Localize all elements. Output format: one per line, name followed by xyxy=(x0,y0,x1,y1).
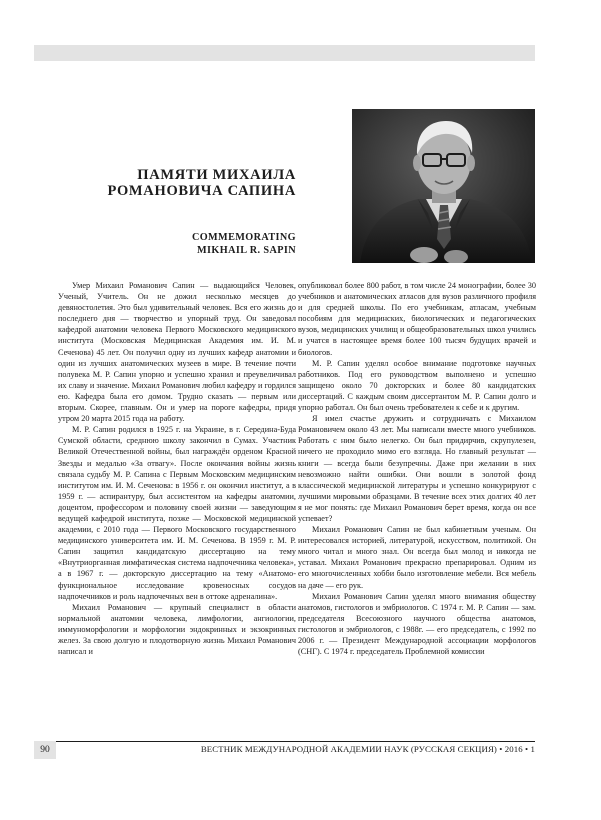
paragraph: Михаил Романович — крупный специалист в области нормальной анатомии человека, лимфологии, ангиологии, иммуноморфологии и морфологии эндокринных и экзокринных желез. За свою долгую и плодотворную жизнь Михаил Романович написал и xyxy=(58,602,296,657)
paragraph: Я имел счастье дружить и сотрудничать с Михаилом Романовичем около 43 лет. Мы написали вместе много учебников. Работать с ним было нелегко. Он был придирчив, скрупулезен, ничего не проходило мимо его взгляда. Но главный результат — книги — всегда были безупречны. Даже при желании в них невозможно найти ошибки. Они вошли в золотой фонд классической медицинской литературы и успешно конкурируют с лучшими мировыми образцами. В течение всех этих долгих 40 лет я не мог понять: где Михаил Романович берет время, когда он все успевает? xyxy=(298,414,536,523)
text-column-right xyxy=(298,280,536,657)
title-ru-line-2: РОМАНОВИЧА САПИНА xyxy=(107,183,296,199)
page-number: 90 xyxy=(34,741,56,759)
paragraph: М. Р. Сапин родился в 1925 г. на Украине, в г. Середина-Буда Сумской области, среднюю школу закончил в Сумах. Участник Великой Отечественной войны, был награждён орденом Красной Звезды и медалью «За отвагу». После окончания войны жизнь связала судьбу М. Р. Сапина с Первым Московским медицинским институтом им. И. М. Сеченова: в 1956 г. он окончил институт, а в 1959 г. — аспирантуру, был ассистентом на кафедры анатомии, доцентом, профессором и половину своей жизни — заведующим ведущей кафедрой института, позже — Московской медицинской академии, с 2010 года — Первого Московского государственного медицинского университета им. И. М. Сеченова. В 1959 г. М. Р. Сапин защитил кандидатскую диссертацию на тему «Внутриорганная лимфатическая система надпочечника человека», а в 1967 г. — докторскую диссертацию на тему «Анатомо-функциональное исследование кровеносных сосудов надпочечников и роль надпочечных вен в оттоке адреналина». xyxy=(58,425,296,601)
portrait-photo xyxy=(352,109,535,263)
article-title-ru xyxy=(56,167,296,199)
title-en-line-2: MIKHAIL R. SAPIN xyxy=(197,245,296,256)
paragraph: Умер Михаил Романович Сапин — выдающийся Человек, Ученый, Учитель. Он не дожил несколько месяцев до девяностолетия. Это был удивительный человек. Вся его жизнь до последнего дня — творчество и упорный труд. Он заведовал кафедрой анатомии человека Первого Московского медицинского института (Московская Медицинская Академия им. И. М. Сеченова) 45 лет. Он получил одну из лучших кафедр анатомии и один из лучших анатомических музеев в мире. В течение почти полувека М. Р. Сапин упорно и успешно хранил и преувеличивал их славу и значение. Михаил Романович любил кафедру и гордился ею. Кафедра была его домом. Трудно сказать — первым или вторым. Скорее, главным. Он и умер на пороге кафедры, придя утром 20 марта 2015 года на работу. xyxy=(58,281,296,424)
title-en-line-1: COMMEMORATING xyxy=(191,232,296,243)
journal-title: ВЕСТНИК МЕЖДУНАРОДНОЙ АКАДЕМИИ НАУК (РУССКАЯ СЕКЦИЯ) • 2016 • 1 xyxy=(200,744,535,754)
text-column-left xyxy=(58,280,296,657)
paragraph: опубликовал более 800 работ, в том числе 24 монографии, более 30 учебников и анатомических атласов для вузов различного профиля и для средней школы. По его учебникам, атласам, учебным пособиям для медицинских, биологических и педагогических вузов, медицинских училищ и общеобразовательных школ учились и учатся в настоящее время более 100 тысяч будущих врачей и биологов. xyxy=(298,281,536,357)
paragraph: Михаил Романович Сапин уделял много внимания обществу анатомов, гистологов и эмбриологов. С 1974 г. М. Р. Сапин — зам. председателя Всесоюзного научного общества анатомов, гистологов и эмбриологов, с 1988г. — его председатель, с 1992 по 2006 г. — Президент Международной ассоциации морфологов (СНГ). С 1974 г. председатель Проблемной комиссии xyxy=(298,591,536,657)
paragraph: М. Р. Сапин уделял особое внимание подготовке научных работников. Под его руководством выполнено и успешно защищено около 70 докторских и более 80 кандидатских диссертаций. С каждым своим диссертантом М. Р. Сапин долго и упорно работал. Он был очень требователен к себе и к другим. xyxy=(298,358,536,413)
paragraph: Михаил Романович Сапин не был кабинетным ученым. Он интересовался историей, литературой, искусством, политикой. Он много читал и много знал. Он всегда был молод и никогда не уставал. Михаил Романович прекрасно препарировал. Одним из его многочисленных хобби было изготовление мебели. Вся мебель на даче — его рук. xyxy=(298,525,536,590)
title-ru-line-1: ПАМЯТИ МИХАИЛА xyxy=(137,167,296,183)
footer-rule xyxy=(40,741,535,742)
header-band xyxy=(34,45,535,61)
article-title-en xyxy=(56,231,296,257)
